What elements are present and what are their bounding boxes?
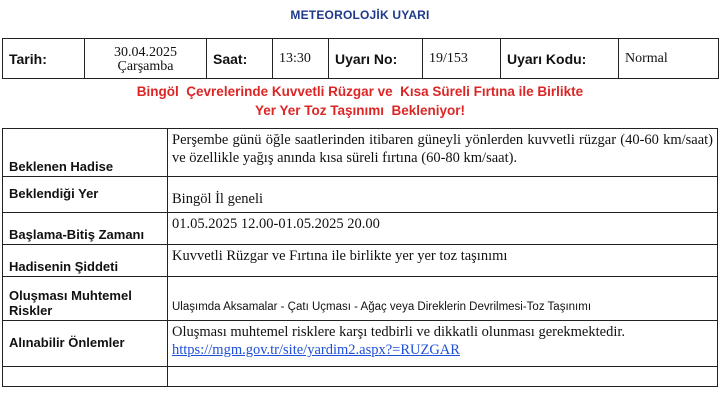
warning-no-label: Uyarı No: xyxy=(329,39,423,79)
start-end-time-label: Başlama-Bitiş Zamanı xyxy=(3,213,168,245)
expected-event-value: Perşembe günü öğle saatlerinden itibaren güneyli yönlerden kuvvetli rüzgar (40-60 km/saat) ve özellikle yağış anında kısa süreli fırtına (60-80 km/saat). xyxy=(168,129,718,177)
day-text: Çarşamba xyxy=(117,58,174,74)
warning-meta-table xyxy=(2,38,719,79)
table-row xyxy=(3,277,718,321)
table-row xyxy=(3,129,718,177)
table-row xyxy=(3,367,718,387)
expected-place-label: Beklendiği Yer xyxy=(3,177,168,213)
expected-place-value: Bingöl İl geneli xyxy=(168,177,718,213)
precautions-label: Alınabilir Önlemler xyxy=(3,321,168,367)
table-row xyxy=(3,177,718,213)
precautions-value xyxy=(168,321,718,367)
headline-line-2: Yer Yer Toz Taşınımı Bekleniyor! xyxy=(254,103,466,118)
expected-event-label: Beklenen Hadise xyxy=(3,129,168,177)
date-label: Tarih: xyxy=(3,39,85,79)
start-end-time-value: 01.05.2025 12.00-01.05.2025 20.00 xyxy=(168,213,718,245)
empty-cell xyxy=(3,367,168,387)
document-title: METEOROLOJİK UYARI xyxy=(290,8,430,22)
warning-code-label: Uyarı Kodu: xyxy=(501,39,619,79)
empty-cell xyxy=(168,367,718,387)
warning-no-value: 19/153 xyxy=(423,39,501,79)
time-label: Saat: xyxy=(207,39,273,79)
warning-details-table xyxy=(2,128,718,387)
time-value: 13:30 xyxy=(273,39,329,79)
table-row xyxy=(3,245,718,277)
severity-label: Hadisenin Şiddeti xyxy=(3,245,168,277)
possible-risks-value: Ulaşımda Aksamalar - Çatı Uçması - Ağaç veya Direklerin Devrilmesi-Toz Taşınımı xyxy=(168,277,718,321)
warning-headline xyxy=(0,82,720,120)
date-value xyxy=(85,39,207,79)
possible-risks-label: Oluşması Muhtemel Riskler xyxy=(3,277,168,321)
table-row xyxy=(3,213,718,245)
precautions-text: Oluşması muhtemel risklere karşı tedbirli ve dikkatli olunması gerekmektedir. xyxy=(172,324,626,340)
severity-value: Kuvvetli Rüzgar ve Fırtına ile birlikte yer yer toz taşınımı xyxy=(168,245,718,277)
wind-help-link[interactable]: https://mgm.gov.tr/site/yardim2.aspx?=RUZGAR xyxy=(172,342,460,358)
warning-code-value: Normal xyxy=(619,39,719,79)
headline-line-1: Bingöl Çevrelerinde Kuvvetli Rüzgar ve Kısa Süreli Fırtına ile Birlikte xyxy=(136,84,584,99)
table-row xyxy=(3,321,718,367)
date-text: 30.04.2025 xyxy=(114,44,177,60)
